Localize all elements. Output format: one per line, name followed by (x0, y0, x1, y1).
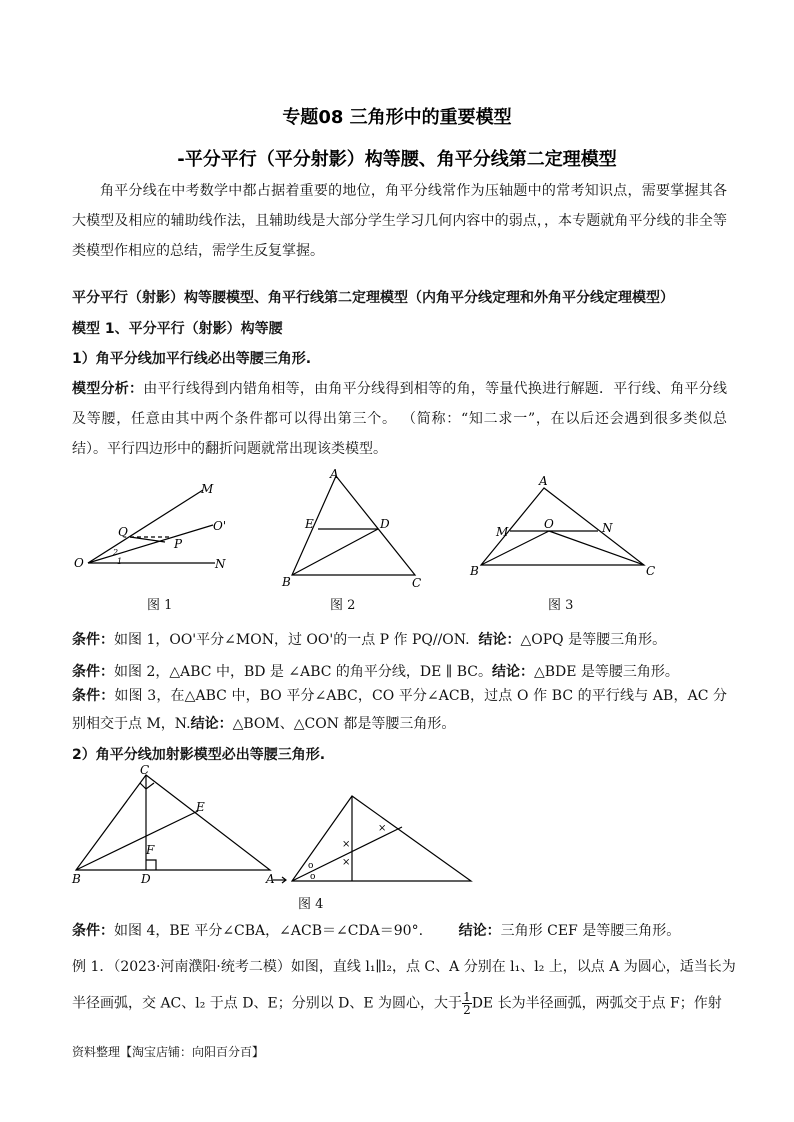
label-c: C (646, 564, 656, 578)
mark-cross-2: × (342, 839, 351, 850)
label-p: P (174, 537, 183, 551)
label-a: A (539, 474, 548, 488)
figure-1 (70, 478, 240, 578)
label-e: E (196, 800, 205, 814)
model1-heading: 模型 1、平分平行（射影）构等腰 (72, 321, 283, 337)
segment-qp (130, 537, 165, 542)
label-m: M (201, 482, 214, 496)
label-q: Q (118, 525, 128, 539)
condition-4: 条件：如图 4，BE 平分∠CBA，∠ACB＝∠CDA＝90°. 结论：三角形 CEF 是等腰三角形。 (72, 923, 681, 939)
label-b: B (72, 872, 81, 886)
footer-source: 资料整理【淘宝店铺：向阳百分百】 (72, 1045, 265, 1059)
mark-cross-1: × (378, 823, 387, 834)
label-d: D (380, 517, 390, 531)
fraction-half: $\frac{1}{2}$ (463, 990, 471, 1017)
condition-1: 条件：如图 1，OO'平分∠MON，过 OO'的一点 P 作 PQ//ON. 结论：△OPQ 是等腰三角形。 (72, 632, 667, 648)
label-b: B (470, 564, 479, 578)
segment-co (549, 531, 644, 565)
label-c: C (412, 576, 422, 590)
right-angle-d (146, 860, 156, 870)
example-line-1: 例 1．（2023·河南濮阳·统考二模）如图，直线 l₁∥l₂，点 C、A 分别在 l₁、l₂ 上，以点 A 为圆心，适当长为 (72, 959, 736, 975)
figure-3 (466, 470, 666, 580)
bisector (292, 827, 402, 881)
label-m: M (496, 525, 509, 539)
segment-bd (292, 529, 378, 575)
sub2-heading: 2）角平分线加射影模型必出等腰三角形. (72, 747, 326, 763)
label-n: N (215, 557, 226, 571)
label-n: N (602, 521, 613, 535)
figure-4-left (70, 763, 290, 889)
page-title: 专题08 三角形中的重要模型 (282, 107, 512, 128)
analysis-label: 模型分析： (72, 381, 144, 397)
label-o: O (74, 556, 84, 570)
label-a: A (266, 872, 275, 886)
example-line-2: 半径画弧，交 AC、l₂ 于点 D、E；分别以 D、E 为圆心，大于 $\frac{1}{2}$ DE 长为半径画弧，两弧交于点 F；作射 (72, 990, 722, 1017)
section-heading: 平分平行（射影）构等腰模型、角平行线第二定理模型（内角平分线定理和外角平分线定理模型） (72, 290, 674, 306)
mark-circle-2: o (310, 872, 316, 882)
condition-2: 条件：如图 2，△ABC 中，BD 是 ∠ABC 的角平分线，DE ∥ BC。结论：△BDE 是等腰三角形。 (72, 664, 679, 680)
label-f: F (146, 843, 155, 857)
label-b: B (282, 575, 291, 589)
label-e: E (305, 517, 314, 531)
label-a: A (330, 467, 339, 481)
label-angle-1: 1 (117, 557, 123, 566)
page-subtitle: -平分平行（平分射影）构等腰、角平分线第二定理模型 (177, 149, 617, 170)
figure-3-caption: 图 3 (548, 598, 574, 613)
segment-bo (481, 531, 549, 565)
analysis-text: 由平行线得到内错角相等，由角平分线得到相等的角，等量代换进行解题．平行线、角平分线及等腰，任意由其中两个条件都可以得出第三个。 （简称：“知二求一”，在以后还会遇到很多类似总结）。平行四边形中的翻折问题就常出现该类模型。 (72, 381, 728, 457)
bisector-be (76, 811, 198, 870)
ray-om (88, 490, 203, 563)
figure-4-right (290, 793, 475, 888)
label-d: D (141, 872, 151, 886)
label-o-prime: O' (213, 519, 227, 533)
label-o: O (544, 517, 554, 531)
figure-4-caption: 图 4 (298, 897, 324, 912)
mark-cross-3: × (342, 857, 351, 868)
intro-paragraph: 角平分线在中考数学中都占据着重要的地位，角平分线常作为压轴题中的常考知识点，需要掌握其各大模型及相应的辅助线作法，且辅助线是大部分学生学习几何内容中的弱点，，本专题就角平分线的非全等类模型作相应的总结，需学生反复掌握。 (72, 183, 727, 259)
label-c: C (140, 763, 150, 777)
figure-2 (280, 466, 440, 588)
condition-3: 条件：如图 3，在△ABC 中，BO 平分∠ABC，CO 平分∠ACB，过点 O 作 BC 的平行线与 AB，AC 分别相交于点 M，N.结论：△BOM、△CON 都是等腰三角形。 (72, 688, 727, 732)
right-angle-c (140, 783, 154, 789)
analysis-paragraph (72, 374, 727, 464)
label-angle-2: 2 (113, 548, 119, 557)
figure-1-caption: 图 1 (147, 598, 173, 613)
sub1-heading: 1）角平分线加平行线必出等腰三角形. (72, 351, 312, 367)
ray-oo (88, 525, 213, 563)
mark-circle-1: o (308, 861, 314, 871)
figure-2-caption: 图 2 (330, 598, 356, 613)
